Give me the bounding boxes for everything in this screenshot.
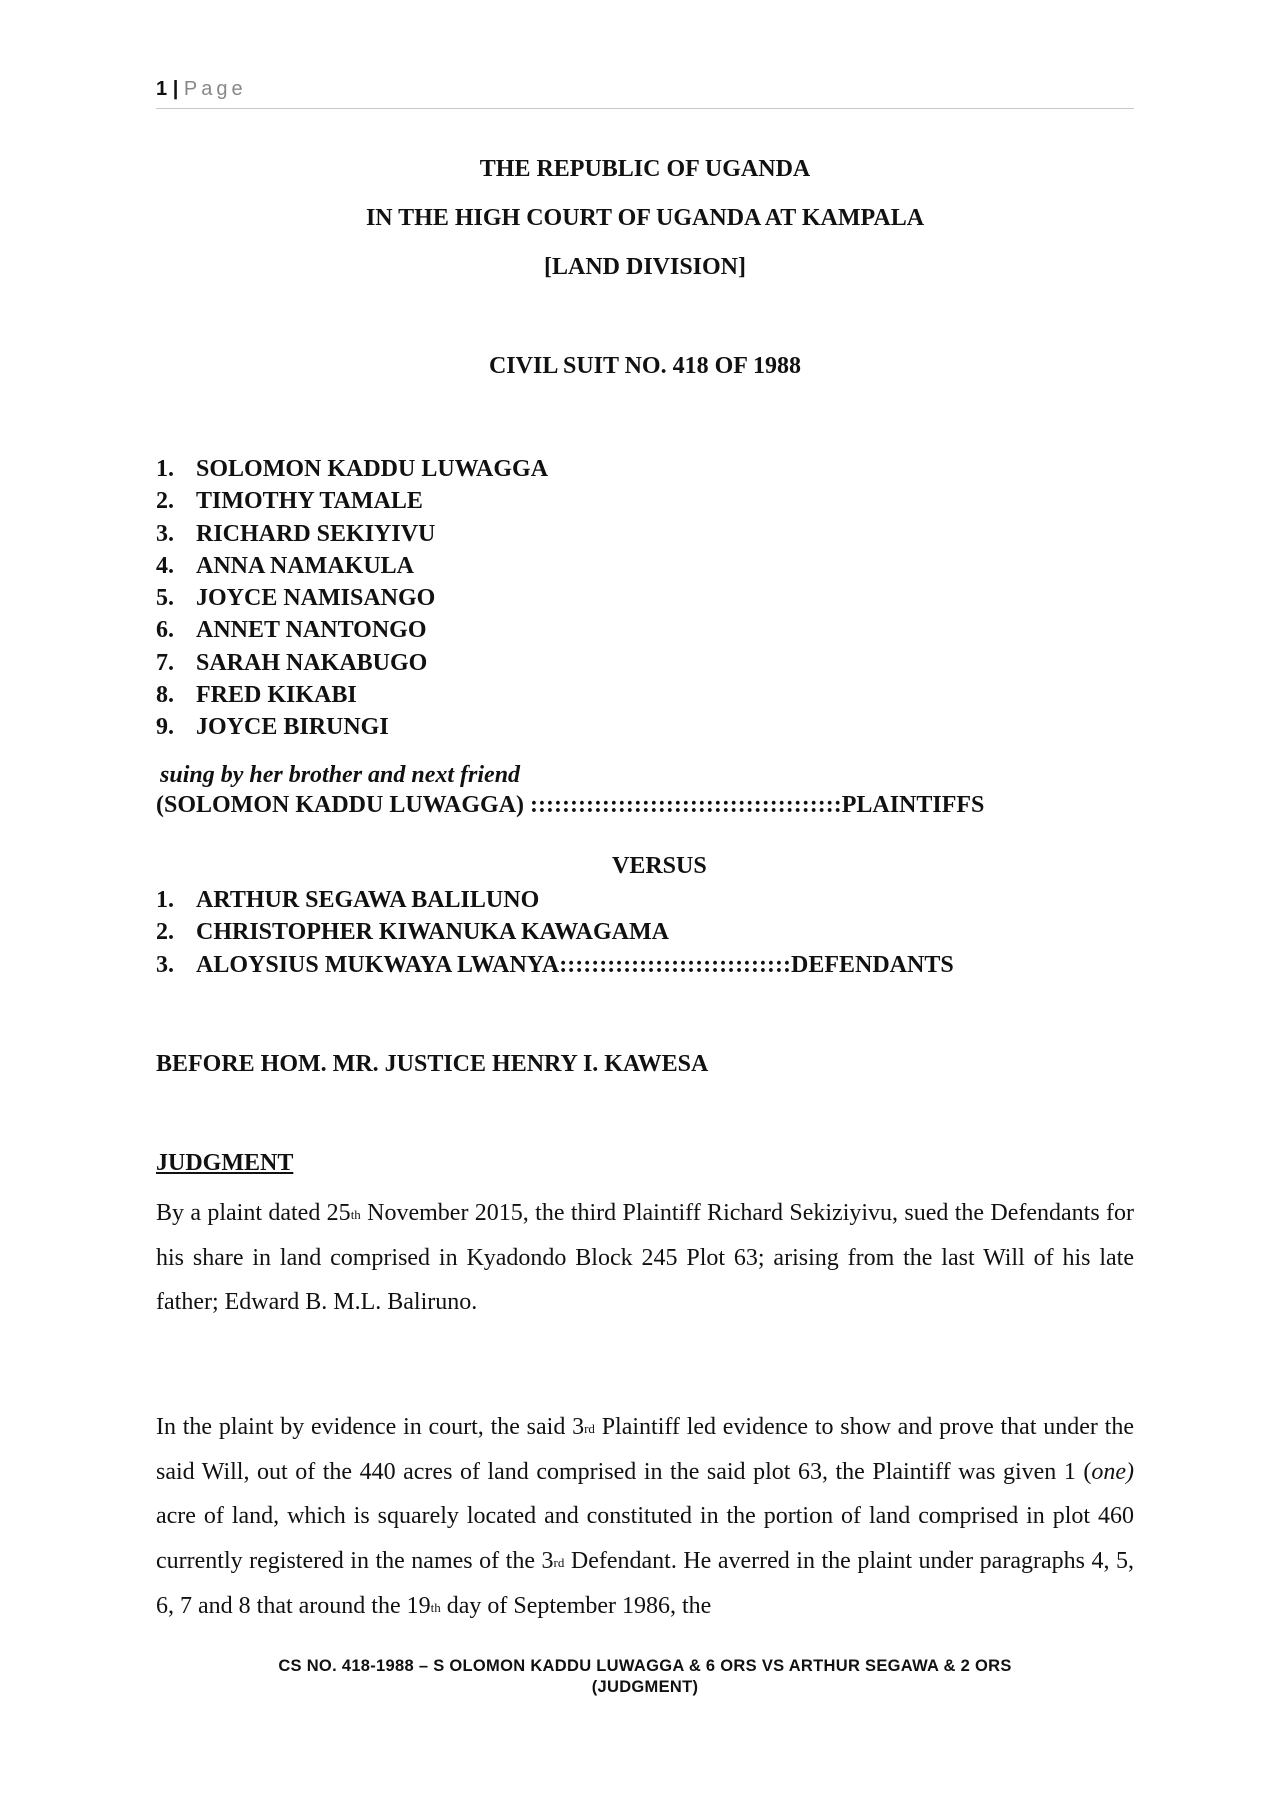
list-item: 3. ALOYSIUS MUKWAYA LWANYA:::::::::::::::::::::::::::::DEFENDANTS <box>156 951 954 978</box>
list-item: 5. JOYCE NAMISANGO <box>156 585 436 612</box>
paragraph-2: In the plaint by evidence in court, the said 3rd Plaintiff led evidence to show and prove that under the said Will, out of the 440 acres of land comprised in the said plot 63, the Plaintiff was given 1 (one) acre of land, which is squarely located and constituted in the portion of land comprised in plot 460 currently registered in the names of the 3rd Defendant. He averred in the plaint under paragraphs 4, 5, 6, 7 and 8 that around the 19th day of September 1986, the <box>156 1414 1134 1619</box>
republic-heading: THE REPUBLIC OF UGANDA <box>479 156 811 182</box>
list-item: 8. FRED KIKABI <box>156 682 357 709</box>
page-number: 1 <box>156 78 168 100</box>
list-item: 2. TIMOTHY TAMALE <box>156 488 423 515</box>
list-item: 2. CHRISTOPHER KIWANUKA KAWAGAMA <box>156 919 669 946</box>
division-heading: [LAND DIVISION] <box>543 254 747 280</box>
list-item: 6. ANNET NANTONGO <box>156 617 427 644</box>
list-item: 7. SARAH NAKABUGO <box>156 649 428 676</box>
plaintiffs-list <box>156 453 548 744</box>
list-item: 1. ARTHUR SEGAWA BALILUNO <box>156 887 540 913</box>
footer-line-2: (JUDGMENT) <box>591 1678 699 1696</box>
list-item: 3. RICHARD SEKIYIVU <box>156 520 436 547</box>
footer-line-1: CS NO. 418-1988 – S OLOMON KADDU LUWAGGA & 6 ORS VS ARTHUR SEGAWA & 2 ORS <box>278 1657 1012 1675</box>
court-heading: IN THE HIGH COURT OF UGANDA AT KAMPALA <box>365 205 925 231</box>
paragraph-1: By a plaint dated 25th November 2015, the third Plaintiff Richard Sekiziyivu, sued the Defendants for his share in land comprised in Kyadondo Block 245 Plot 63; arising from the last Will of his late father; Edward B. M.L. Baliruno. <box>156 1200 1134 1316</box>
list-item: 4. ANNA NAMAKULA <box>156 552 414 579</box>
list-item: 1. SOLOMON KADDU LUWAGGA <box>156 456 549 482</box>
page-header <box>156 78 1134 109</box>
suing-note: suing by her brother and next friend <box>160 762 521 788</box>
defendants-list <box>156 884 954 981</box>
page-separator: | <box>172 78 179 100</box>
page-label: Page <box>183 78 247 100</box>
judgment-heading: JUDGMENT <box>156 1150 294 1176</box>
versus-heading: VERSUS <box>612 853 707 879</box>
list-item: 9. JOYCE BIRUNGI <box>156 714 389 741</box>
judge-line: BEFORE HOM. MR. JUSTICE HENRY I. KAWESA <box>156 1051 709 1077</box>
plaintiffs-line: (SOLOMON KADDU LUWAGGA) :::::::::::::::::::::::::::::::::::::::PLAINTIFFS <box>156 792 985 818</box>
page-footer <box>156 1656 1134 1698</box>
suit-number: CIVIL SUIT NO. 418 OF 1988 <box>488 353 802 379</box>
